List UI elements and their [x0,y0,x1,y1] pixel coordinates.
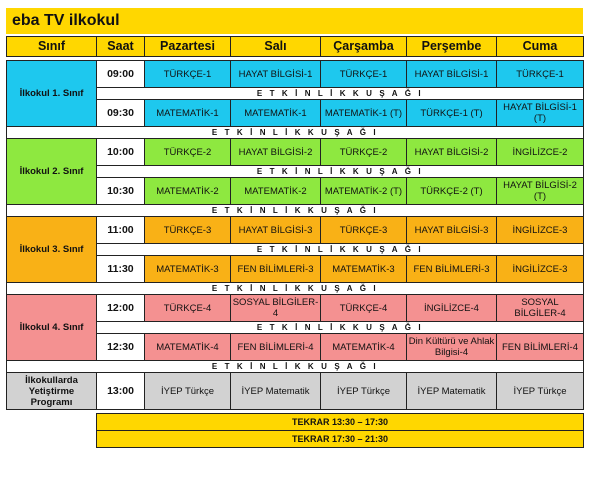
time-cell: 12:00 [97,295,145,322]
time-cell: 09:30 [97,100,145,127]
activity-break: E T K İ N L İ K K U Ş A Ğ I [97,166,584,178]
time-cell: 13:00 [97,373,145,410]
iyep-label: İlkokullarda Yetiştirme Programı [7,373,97,410]
header-cell: Perşembe [407,37,497,57]
activity-break: E T K İ N L İ K K U Ş A Ğ I [7,127,584,139]
grade-3-label: İlkokul 3. Sınıf [7,217,97,283]
lesson-cell: İYEP Matematik [231,373,321,410]
time-cell: 11:00 [97,217,145,244]
time-cell: 09:00 [97,61,145,88]
lesson-cell: HAYAT BİLGİSİ-2 [407,139,497,166]
grade-4-label: İlkokul 4. Sınıf [7,295,97,361]
schedule-table [6,36,584,448]
lesson-cell: TÜRKÇE-2 [145,139,231,166]
lesson-cell: HAYAT BİLGİSİ-1 [231,61,321,88]
activity-break: E T K İ N L İ K K U Ş A Ğ I [97,244,584,256]
time-cell: 10:30 [97,178,145,205]
lesson-cell: MATEMATİK-4 [321,334,407,361]
lesson-cell: İYEP Matematik [407,373,497,410]
grade-2-label: İlkokul 2. Sınıf [7,139,97,205]
activity-break: E T K İ N L İ K K U Ş A Ğ I [97,322,584,334]
repeat-1: TEKRAR 13:30 – 17:30 [97,414,584,431]
lesson-cell: SOSYAL BİLGİLER-4 [231,295,321,322]
activity-break: E T K İ N L İ K K U Ş A Ğ I [7,283,584,295]
lesson-cell: MATEMATİK-1 (T) [321,100,407,127]
lesson-cell: MATEMATİK-1 [231,100,321,127]
lesson-cell: HAYAT BİLGİSİ-1 (T) [497,100,584,127]
lesson-cell: MATEMATİK-2 (T) [321,178,407,205]
lesson-cell: MATEMATİK-3 [145,256,231,283]
time-cell: 11:30 [97,256,145,283]
lesson-cell: HAYAT BİLGİSİ-2 [231,139,321,166]
header-cell: Pazartesi [145,37,231,57]
lesson-cell: İNGİLİZCE-3 [497,256,584,283]
table-row [7,217,584,244]
header-row [7,37,584,57]
lesson-cell: HAYAT BİLGİSİ-1 [407,61,497,88]
lesson-cell: TÜRKÇE-4 [145,295,231,322]
lesson-cell: İNGİLİZCE-2 [497,139,584,166]
repeat-2: TEKRAR 17:30 – 21:30 [97,431,584,448]
lesson-cell: TÜRKÇE-2 (T) [407,178,497,205]
header-cell: Sınıf [7,37,97,57]
lesson-cell: MATEMATİK-1 [145,100,231,127]
time-cell: 12:30 [97,334,145,361]
lesson-cell: İNGİLİZCE-4 [407,295,497,322]
lesson-cell: TÜRKÇE-1 (T) [407,100,497,127]
header-cell: Çarşamba [321,37,407,57]
lesson-cell: TÜRKÇE-1 [145,61,231,88]
lesson-cell: TÜRKÇE-2 [321,139,407,166]
lesson-cell: MATEMATİK-2 [145,178,231,205]
header-cell: Cuma [497,37,584,57]
header-cell: Salı [231,37,321,57]
header-cell: Saat [97,37,145,57]
lesson-cell: İYEP Türkçe [497,373,584,410]
lesson-cell: TÜRKÇE-1 [321,61,407,88]
lesson-cell: TÜRKÇE-3 [145,217,231,244]
lesson-cell: HAYAT BİLGİSİ-2 (T) [497,178,584,205]
lesson-cell: MATEMATİK-4 [145,334,231,361]
repeat-row [7,431,584,448]
lesson-cell: TÜRKÇE-1 [497,61,584,88]
lesson-cell: İNGİLİZCE-3 [497,217,584,244]
lesson-cell: İYEP Türkçe [145,373,231,410]
table-row [7,295,584,322]
table-row [7,61,584,88]
repeat-row [7,414,584,431]
lesson-cell: FEN BİLİMLERİ-4 [497,334,584,361]
lesson-cell: HAYAT BİLGİSİ-3 [407,217,497,244]
lesson-cell: TÜRKÇE-3 [321,217,407,244]
lesson-cell: FEN BİLİMLERİ-3 [231,256,321,283]
table-row [7,373,584,410]
lesson-cell: HAYAT BİLGİSİ-3 [231,217,321,244]
activity-break: E T K İ N L İ K K U Ş A Ğ I [7,361,584,373]
activity-break: E T K İ N L İ K K U Ş A Ğ I [97,88,584,100]
lesson-cell: FEN BİLİMLERİ-4 [231,334,321,361]
lesson-cell: İYEP Türkçe [321,373,407,410]
lesson-cell: TÜRKÇE-4 [321,295,407,322]
lesson-cell: SOSYAL BİLGİLER-4 [497,295,584,322]
lesson-cell: Din Kültürü ve Ahlak Bilgisi-4 [407,334,497,361]
lesson-cell: FEN BİLİMLERİ-3 [407,256,497,283]
lesson-cell: MATEMATİK-3 [321,256,407,283]
lesson-cell: MATEMATİK-2 [231,178,321,205]
table-row [7,139,584,166]
page-title: eba TV ilkokul [6,8,583,34]
time-cell: 10:00 [97,139,145,166]
grade-1-label: İlkokul 1. Sınıf [7,61,97,127]
activity-break: E T K İ N L İ K K U Ş A Ğ I [7,205,584,217]
